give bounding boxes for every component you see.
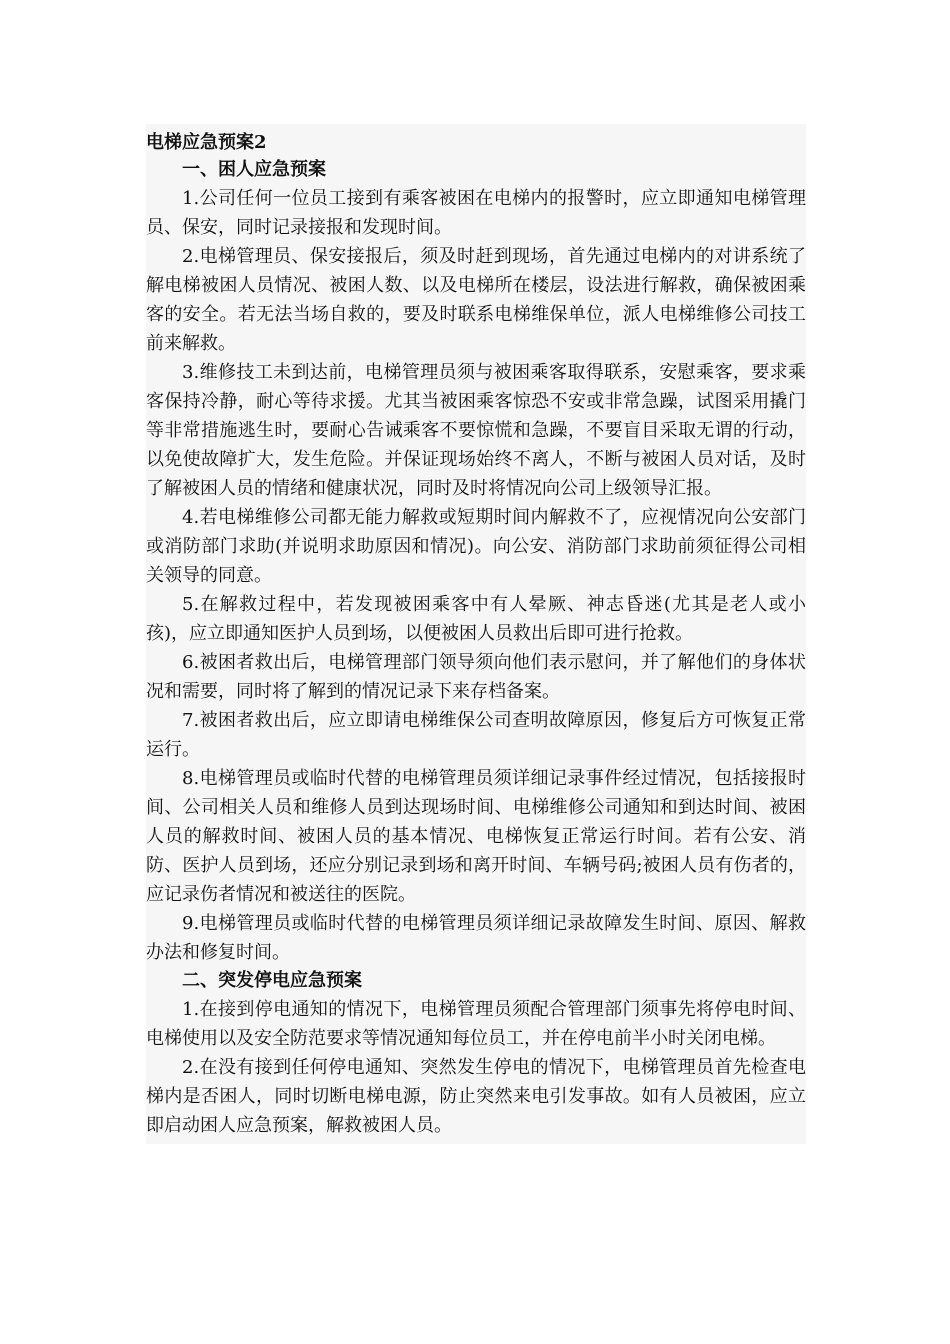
paragraph: 1.公司任何一位员工接到有乘客被困在电梯内的报警时，应立即通知电梯管理员、保安，同时记录接报和发现时间。 bbox=[146, 188, 806, 238]
paragraph: 2.在没有接到任何停电通知、突然发生停电的情况下，电梯管理员首先检查电梯内是否困人，同时切断电梯电源，防止突然来电引发事故。如有人员被困，应立即启动困人应急预案，解救被困人员。 bbox=[146, 1057, 806, 1136]
paragraph: 4.若电梯维修公司都无能力解救或短期时间内解救不了，应视情况向公安部门或消防部门求助(并说明求助原因和情况)。向公安、消防部门求助前须征得公司相关领导的同意。 bbox=[146, 507, 806, 586]
document-title: 电梯应急预案2 bbox=[146, 132, 267, 153]
paragraph: 9.电梯管理员或临时代替的电梯管理员须详细记录故障发生时间、原因、解救办法和修复时间。 bbox=[146, 913, 806, 963]
document-body bbox=[146, 124, 806, 1144]
section-heading-trapped: 一、困人应急预案 bbox=[182, 159, 326, 180]
paragraph: 5.在解救过程中，若发现被困乘客中有人晕厥、神志昏迷(尤其是老人或小孩)，应立即通知医护人员到场，以便被困人员救出后即可进行抢救。 bbox=[146, 594, 806, 644]
paragraph: 3.维修技工未到达前，电梯管理员须与被困乘客取得联系，安慰乘客，要求乘客保持冷静，耐心等待求援。尤其当被困乘客惊恐不安或非常急躁，试图采用撬门等非常措施逃生时，要耐心告诫乘客不要惊慌和急躁，不要盲目采取无谓的行动，以免使故障扩大，发生危险。并保证现场始终不离人，不断与被困人员对话，及时了解被困人员的情绪和健康状况，同时及时将情况向公司上级领导汇报。 bbox=[146, 362, 806, 499]
paragraph: 7.被困者救出后，应立即请电梯维保公司查明故障原因，修复后方可恢复正常运行。 bbox=[146, 710, 806, 760]
paragraph: 2.电梯管理员、保安接报后，须及时赶到现场，首先通过电梯内的对讲系统了解电梯被困人员情况、被困人数、以及电梯所在楼层，设法进行解救，确保被困乘客的安全。若无法当场自救的，要及时联系电梯维保单位，派人电梯维修公司技工前来解救。 bbox=[146, 246, 806, 354]
paragraph: 1.在接到停电通知的情况下，电梯管理员须配合管理部门须事先将停电时间、电梯使用以及安全防范要求等情况通知每位员工，并在停电前半小时关闭电梯。 bbox=[146, 999, 806, 1049]
paragraph: 8.电梯管理员或临时代替的电梯管理员须详细记录事件经过情况，包括接报时间、公司相关人员和维修人员到达现场时间、电梯维修公司通知和到达时间、被困人员的解救时间、被困人员的基本情况、电梯恢复正常运行时间。若有公安、消防、医护人员到场，还应分别记录到场和离开时间、车辆号码;被困人员有伤者的，应记录伤者情况和被送往的医院。 bbox=[146, 768, 806, 905]
paragraph: 6.被困者救出后，电梯管理部门领导须向他们表示慰问，并了解他们的身体状况和需要，同时将了解到的情况记录下来存档备案。 bbox=[146, 652, 806, 702]
section-heading-power-outage: 二、突发停电应急预案 bbox=[182, 970, 362, 991]
